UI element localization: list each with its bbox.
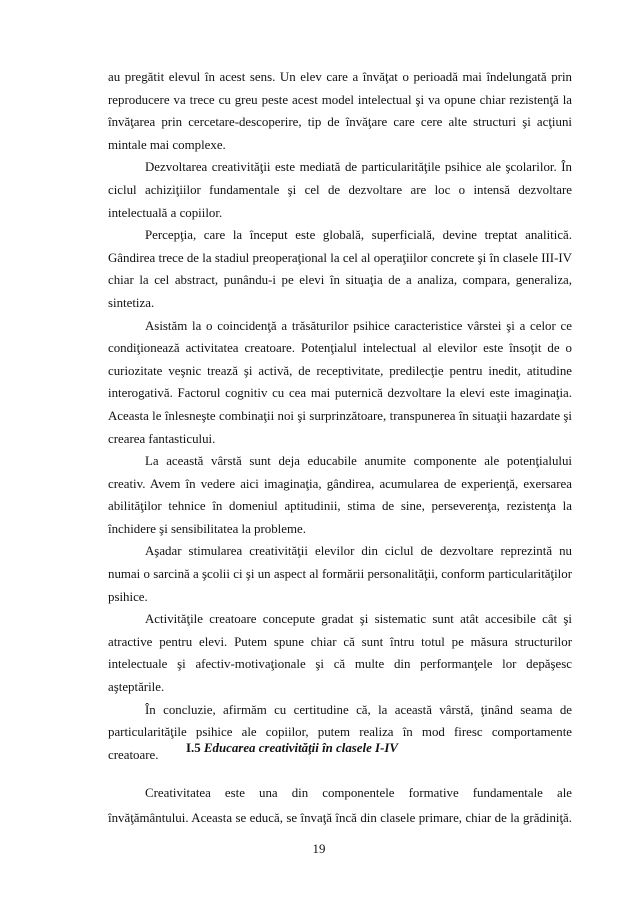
- body-text: [108, 66, 572, 766]
- paragraph-7: Activităţile creatoare concepute gradat şi sistematic sunt atât accesibile cât şi atractive pentru elevi. Putem spune chiar că sunt întru totul pe măsura structurilor intelectuale şi afectiv-motivaţionale şi că multe din performanţele lor depăşesc aşteptările.: [108, 612, 572, 695]
- paragraph-3: Percepţia, care la început este globală, superficială, devine treptat analitică. Gândirea trece de la stadiul preoperaţional la cel al operaţiilor concrete şi în clasele III-IV chiar la cel abstract, punându-i pe elevi în situaţia de a analiza, compara, generaliza, sintetiza.: [108, 228, 572, 310]
- closing-line-1: Creativitatea este una din componentele formative fundamentale ale: [145, 786, 572, 800]
- section-number: I.5: [186, 741, 204, 755]
- paragraph-1: au pregătit elevul în acest sens. Un elev care a învăţat o perioadă mai îndelungată prin reproducere va trece cu greu peste acest model intelectual şi va opune chiar rezistenţă la învăţarea prin cercetare-descoperire, tip de învăţare care cere alte structuri şi acţiuni mintale mai complexe.: [108, 70, 572, 152]
- page-number: 19: [312, 842, 326, 856]
- closing-paragraph: [108, 781, 572, 831]
- paragraph-8: În concluzie, afirmăm cu certitudine că, la această vârstă, ţinând seama de particularităţile psihice ale copiilor, putem realiza în mod firesc comportamente creatoare.: [108, 702, 572, 762]
- paragraph-5: La această vârstă sunt deja educabile anumite componente ale potenţialului creativ. Avem în vedere aici imaginaţia, gândirea, acumularea de experienţă, exersarea abilităţilor tehnice în domeniul aptitudinii, stima de sine, perseverenţa, rezistenţa la închidere şi sensibilitatea la probleme.: [108, 454, 572, 536]
- paragraph-4: Asistăm la o coincidenţă a trăsăturilor psihice caracteristice vârstei şi a celor ce condiţionează activitatea creatoare. Potenţialul intelectual al elevilor este însoţit de o curiozitate veşnic trează şi activă, de receptivitate, predilecţie pentru inedit, atitudine interogativă. Factorul cognitiv cu cea mai puternică dezvoltare la elevi este imaginaţia. Aceasta le înlesneşte combinaţii noi şi surprinzătoare, transpunerea în situaţii hazardate şi crearea fantasticului.: [108, 318, 572, 446]
- section-heading: [186, 738, 398, 758]
- paragraph-6: Aşadar stimularea creativităţii elevilor din ciclul de dezvoltare reprezintă nu numai o sarcină a şcolii ci şi un aspect al formării personalităţii, conform particularităţilor psihice.: [108, 544, 572, 604]
- paragraph-2: Dezvoltarea creativităţii este mediată de particularităţile psihice ale şcolarilor. În ciclul achiziţiilor fundamentale şi cel de dezvoltare are loc o intensă dezvoltare intelectuală a copiilor.: [108, 160, 572, 220]
- section-title: Educarea creativităţii în clasele I-IV: [203, 741, 398, 755]
- closing-line-2: învăţământului. Aceasta se educă, se învaţă încă din clasele primare, chiar de la grădiniţă.: [108, 811, 572, 825]
